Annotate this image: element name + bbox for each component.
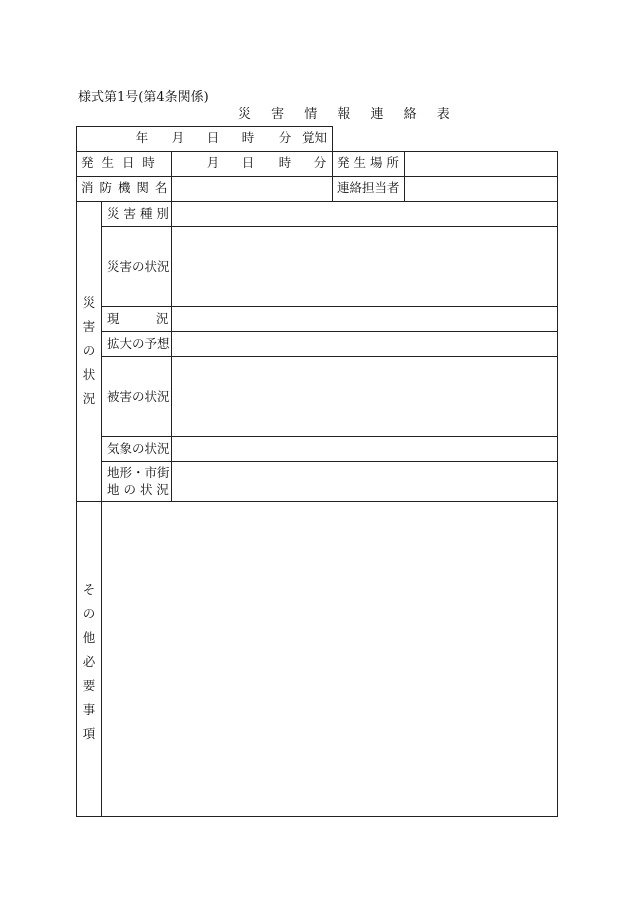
- fire-agency-label: 消 防 機 関 名: [81, 180, 169, 195]
- current-status-field[interactable]: [172, 307, 556, 331]
- contact-person-label: 連絡担当者: [337, 180, 400, 195]
- occurrence-place-field[interactable]: [405, 152, 556, 176]
- disaster-type-label: 災 害 種 別: [107, 206, 169, 221]
- terrain-status-field[interactable]: [172, 462, 556, 501]
- form-number: 様式第1号(第4条関係): [78, 90, 209, 105]
- form-title: 災 害 情 報 連 絡 表: [238, 107, 458, 122]
- awareness-minute-label: 分: [278, 130, 292, 145]
- occurrence-day-label: 日: [241, 155, 255, 170]
- terrain-label-line2: 地 の 状 況: [107, 482, 169, 497]
- occurrence-datetime-label: 発 生 日 時: [81, 155, 157, 170]
- weather-status-field[interactable]: [172, 437, 556, 461]
- other-matters-vertical-label: そ の 他 必 要 事 項: [82, 582, 96, 741]
- fire-agency-field[interactable]: [172, 177, 331, 201]
- occurrence-date-field[interactable]: [172, 152, 202, 176]
- awareness-month-label: 月: [171, 130, 185, 145]
- disaster-type-field[interactable]: [172, 202, 556, 226]
- awareness-label: 覚知: [302, 130, 328, 145]
- occurrence-month-label: 月: [206, 155, 220, 170]
- disaster-situation-field[interactable]: [172, 227, 556, 306]
- current-status-label-left: 現: [107, 311, 120, 326]
- occurrence-place-label: 発 生 場 所: [337, 155, 399, 170]
- disaster-situation-label: 災害の状況: [107, 259, 170, 274]
- other-matters-field[interactable]: [102, 502, 556, 816]
- awareness-day-label: 日: [206, 130, 220, 145]
- expansion-forecast-label: 拡大の予想: [107, 336, 170, 351]
- terrain-label-line1: 地形・市街: [107, 465, 170, 480]
- occurrence-hour-label: 時: [278, 155, 292, 170]
- damage-status-label: 被害の状況: [107, 389, 170, 404]
- awareness-hour-label: 時: [241, 130, 255, 145]
- awareness-year-label: 年: [135, 130, 149, 145]
- current-status-label-right: 況: [156, 311, 169, 326]
- weather-status-label: 気象の状況: [107, 441, 170, 456]
- occurrence-minute-label: 分: [313, 155, 327, 170]
- contact-person-field[interactable]: [405, 177, 556, 201]
- expansion-forecast-field[interactable]: [172, 332, 556, 356]
- disaster-situation-vertical-label: 災 害 の 状 況: [82, 295, 96, 406]
- damage-status-field[interactable]: [172, 357, 556, 436]
